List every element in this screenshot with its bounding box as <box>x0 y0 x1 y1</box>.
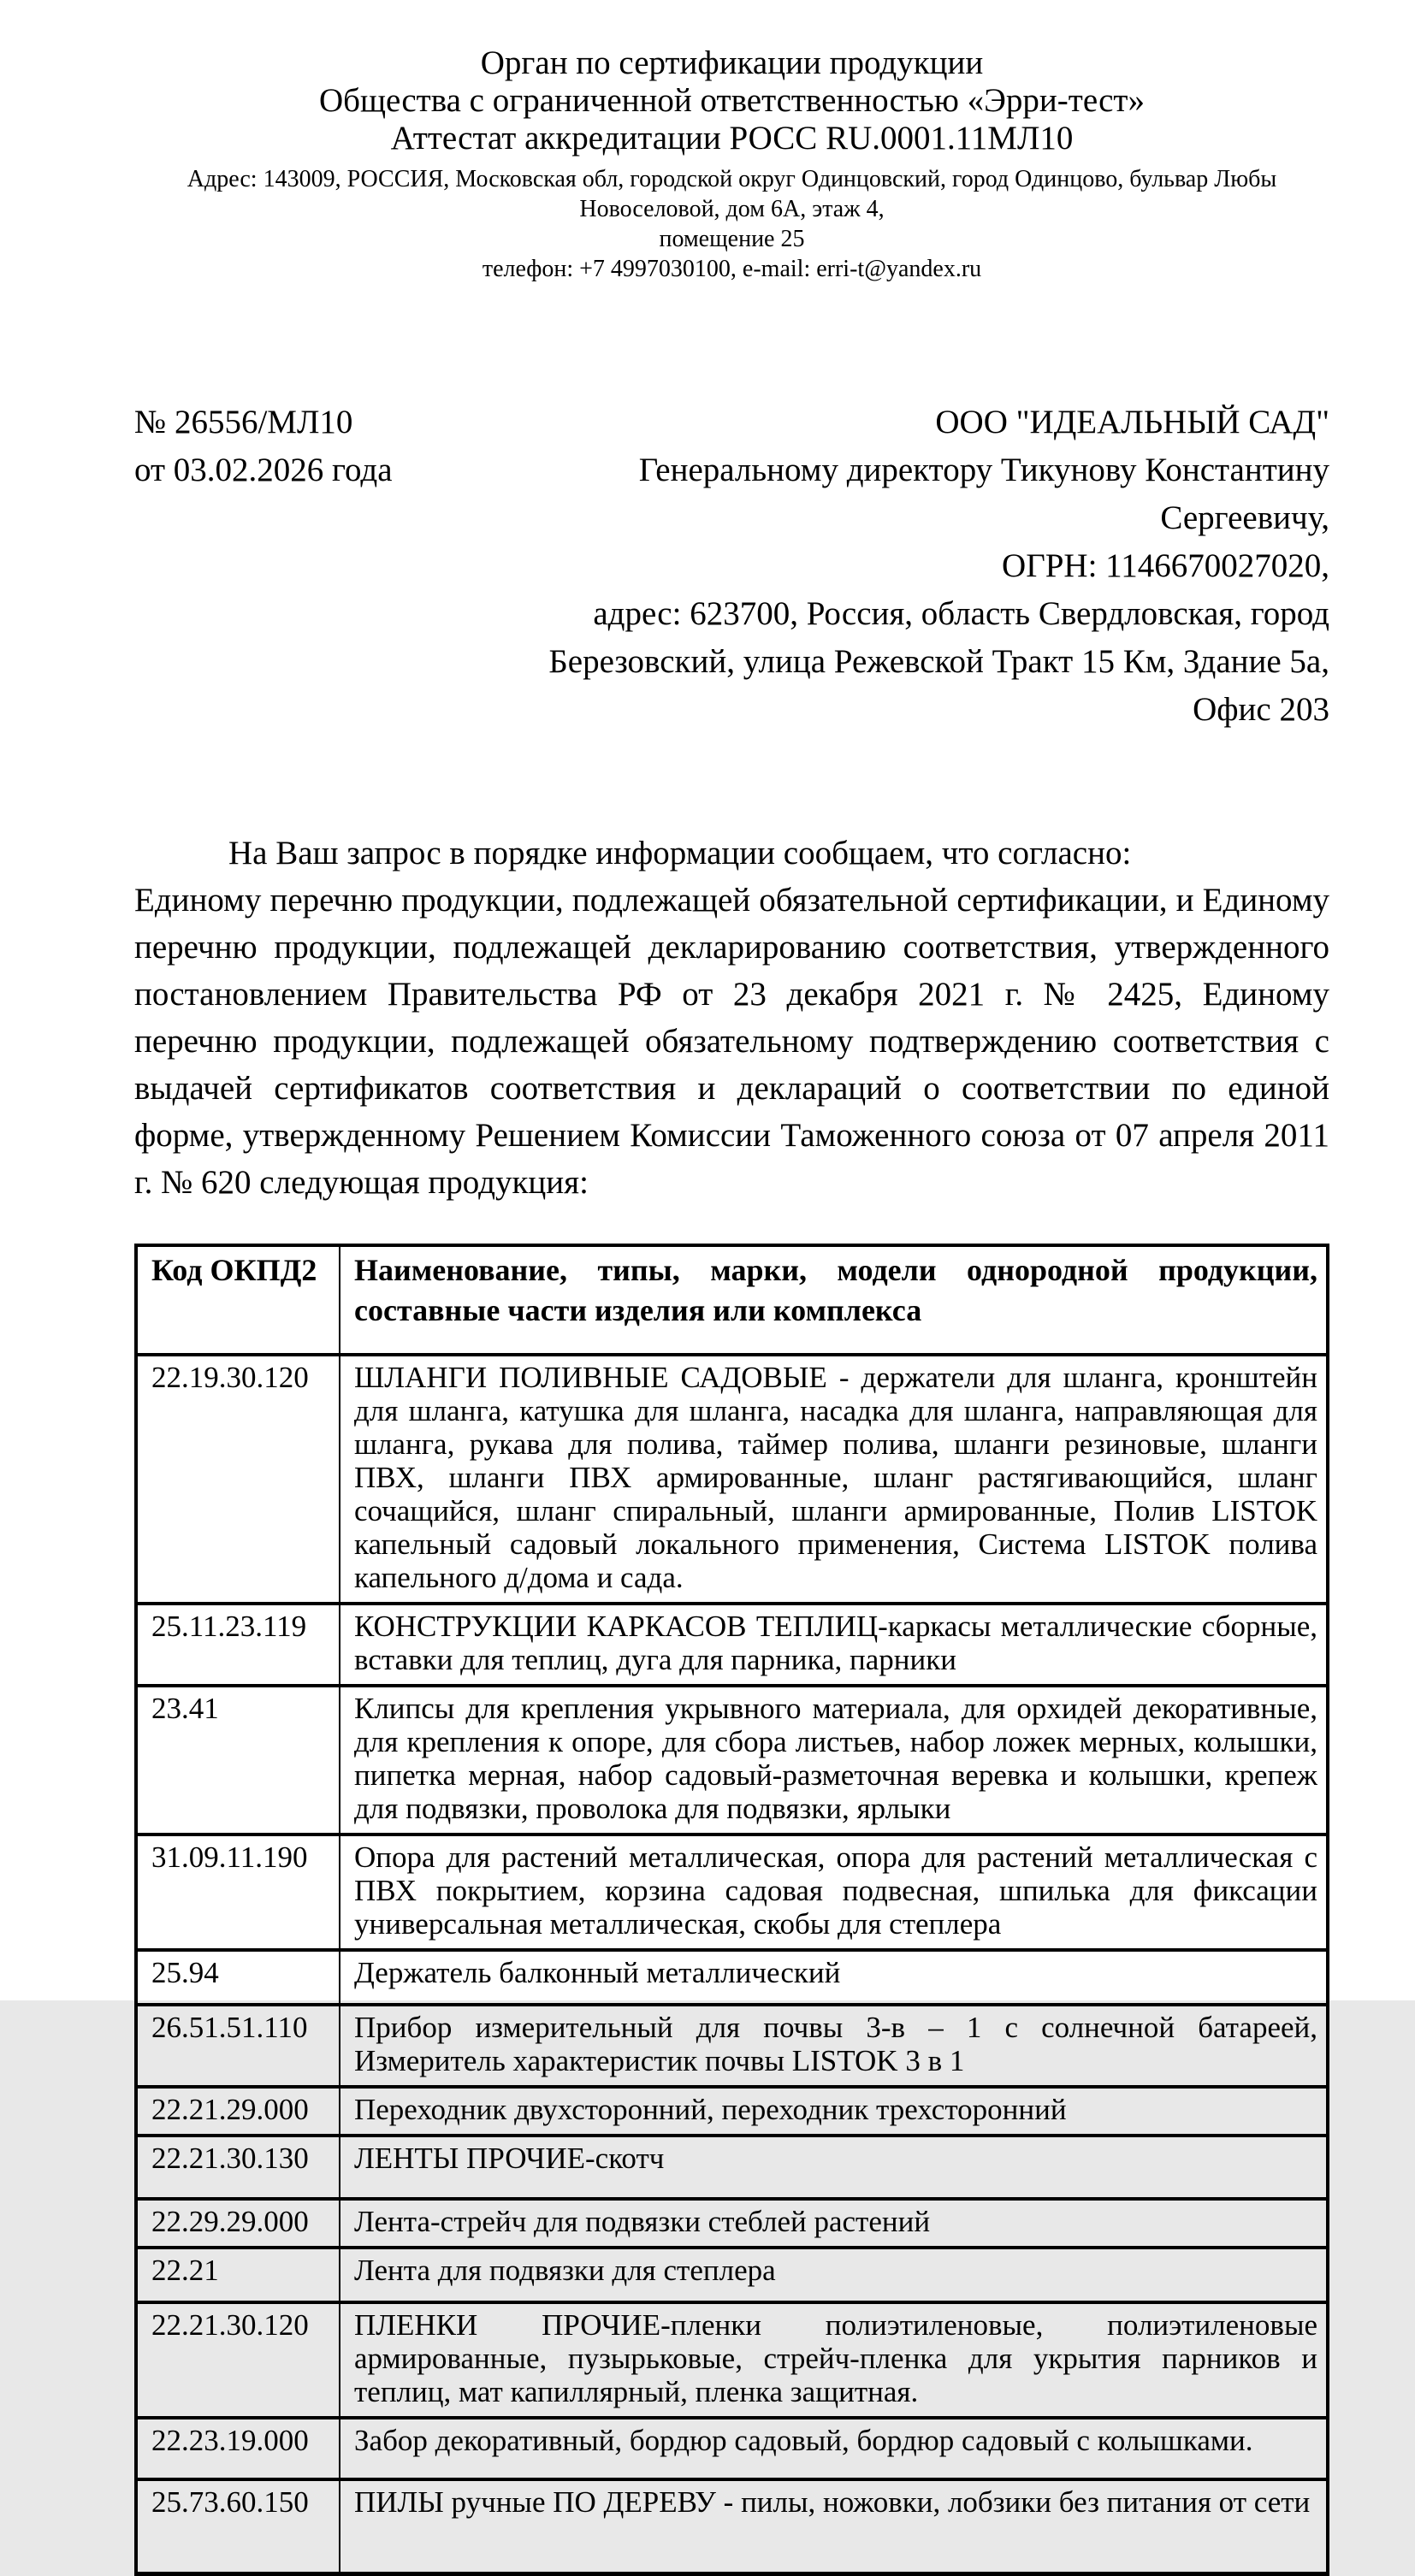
product-description-cell: ШЛАНГИ ПОЛИВНЫЕ САДОВЫЕ - держатели для шланга, кронштейн для шланга, катушка для шланга, насадка для шланга, направляющая для шланга, рукава для полива, таймер полива, шланги резиновые, шланги ПВХ, шланги ПВХ армированные, шланг растягивающийся, шланг сочащийся, шланг спиральный, шланги армированные, Полив LISTOK капельный садовый локального применения, Система LISTOK полива капельного д/дома и сада. <box>340 1355 1328 1604</box>
letter-number: № 26556/МЛ10 <box>134 404 353 440</box>
okpd-code-cell: 22.29.29.000 <box>136 2199 340 2248</box>
org-header <box>134 44 1329 284</box>
recipient-block <box>393 399 1329 734</box>
recipient-company: ООО "ИДЕАЛЬНЫЙ САД" <box>935 404 1329 440</box>
org-address-line: Адрес: 143009, РОССИЯ, Московская обл, городской округ Одинцовский, город Одинцово, бульвар Любы Новоселовой, дом 6А, этаж 4, <box>186 166 1277 222</box>
table-row <box>136 2248 1328 2302</box>
product-description-cell: Лента-стрейч для подвязки стеблей растений <box>340 2199 1328 2248</box>
recipient-address: Березовский, улица Режевской Тракт 15 Км, Здание 5а, <box>548 643 1329 680</box>
table-row <box>136 2005 1328 2087</box>
main-paragraph: Единому перечню продукции, подлежащей обязательной сертификации, и Единому перечню продукции, подлежащей декларированию соответствия, утвержденного постановлением Правительства РФ от 23 декабря 2021 г. № 2425, Единому перечню продукции, подлежащей обязательному подтверждению соответствия с выдачей сертификатов соответствия и деклараций о соответствии по единой форме, утвержденному Решением Комиссии Таможенного союза от 07 апреля 2011 г. № 620 следующая продукция: <box>134 882 1329 1201</box>
okpd-code-cell: 23.41 <box>136 1686 340 1835</box>
org-name-line: Общества с ограниченной ответственностью «Эрри-тест» <box>319 82 1145 119</box>
letter-body <box>134 830 1329 1206</box>
table-row <box>136 2302 1328 2418</box>
recipient-person: Сергеевичу, <box>1160 499 1329 536</box>
org-accreditation-line: Аттестат аккредитации РОСС RU.0001.11МЛ10 <box>390 120 1074 157</box>
product-description-cell: Опора для растений металлическая, опора для растений металлическая с ПВХ покрытием, корзина садовая подвесная, шпилька для фиксации универсальная металлическая, скобы для степлера <box>340 1835 1328 1950</box>
recipient-person: Генеральному директору Тикунову Константину <box>638 452 1329 488</box>
okpd-code-cell: 22.21.30.130 <box>136 2136 340 2199</box>
product-description-cell: Забор декоративный, бордюр садовый, бордюр садовый с колышками. <box>340 2418 1328 2479</box>
recipient-ogrn: ОГРН: 1146670027020, <box>1002 547 1329 584</box>
org-title-line: Орган по сертификации продукции <box>480 44 984 81</box>
table-row <box>136 1686 1328 1835</box>
org-address-line: помещение 25 <box>659 226 805 252</box>
table-row <box>136 2418 1328 2479</box>
header-cell-description: Наименование, типы, марки, модели однородной продукции, составные части изделия или комплекса <box>340 1245 1328 1355</box>
product-description-cell: КОНСТРУКЦИИ КАРКАСОВ ТЕПЛИЦ-каркасы металлические сборные, вставки для теплиц, дуга для парника, парники <box>340 1604 1328 1686</box>
table-row <box>136 1604 1328 1686</box>
table-row <box>136 2136 1328 2199</box>
okpd-code-cell: 25.11.23.119 <box>136 1604 340 1686</box>
product-description-cell: Переходник двухсторонний, переходник трехсторонний <box>340 2087 1328 2136</box>
product-description-cell: Клипсы для крепления укрывного материала, для орхидей декоративные, для крепления к опоре, для сбора листьев, набор ложек мерных, колышки, пипетка мерная, набор садовый-разметочная веревка и колышки, крепеж для подвязки, проволока для подвязки, ярлыки <box>340 1686 1328 1835</box>
product-description-cell: Лента для подвязки для степлера <box>340 2248 1328 2302</box>
product-description-cell: Держатель балконный металлический <box>340 1950 1328 2005</box>
recipient-address: адрес: 623700, Россия, область Свердловская, город <box>593 595 1329 632</box>
table-row <box>136 1835 1328 1950</box>
table-row <box>136 2479 1328 2574</box>
recipient-address: Офис 203 <box>1193 691 1329 728</box>
header-cell-code: Код ОКПД2 <box>136 1245 340 1355</box>
okpd-table-body <box>136 1355 1328 2574</box>
okpd-table <box>134 1244 1329 2576</box>
okpd-code-cell: 22.21.29.000 <box>136 2087 340 2136</box>
intro-line: На Ваш запрос в порядке информации сообщаем, что согласно: <box>228 835 1132 871</box>
product-description-cell: ЛЕНТЫ ПРОЧИЕ-скотч <box>340 2136 1328 2199</box>
reference-recipient-row <box>134 399 1329 734</box>
product-description-cell: ПЛЕНКИ ПРОЧИЕ-пленки полиэтиленовые, полиэтиленовые армированные, пузырьковые, стрейч-пленка для укрытия парников и теплиц, мат капиллярный, пленка защитная. <box>340 2302 1328 2418</box>
product-description-cell: Прибор измерительный для почвы 3-в – 1 с солнечной батареей, Измеритель характеристик почвы LISTOK 3 в 1 <box>340 2005 1328 2087</box>
table-row <box>136 1950 1328 2005</box>
reference-block <box>134 399 393 734</box>
okpd-code-cell: 31.09.11.190 <box>136 1835 340 1950</box>
okpd-table-header <box>136 1245 1328 1355</box>
header-row <box>136 1245 1328 1355</box>
org-contacts-line: телефон: +7 4997030100, e-mail: erri-t@yandex.ru <box>482 256 982 282</box>
table-row <box>136 2087 1328 2136</box>
okpd-code-cell: 25.94 <box>136 1950 340 2005</box>
table-row <box>136 1355 1328 1604</box>
product-description-cell: ПИЛЫ ручные ПО ДЕРЕВУ - пилы, ножовки, лобзики без питания от сети <box>340 2479 1328 2574</box>
okpd-code-cell: 22.21 <box>136 2248 340 2302</box>
okpd-code-cell: 22.21.30.120 <box>136 2302 340 2418</box>
okpd-code-cell: 22.23.19.000 <box>136 2418 340 2479</box>
table-row <box>136 2199 1328 2248</box>
letter-date: от 03.02.2026 года <box>134 452 393 488</box>
okpd-code-cell: 22.19.30.120 <box>136 1355 340 1604</box>
okpd-code-cell: 25.73.60.150 <box>136 2479 340 2574</box>
okpd-code-cell: 26.51.51.110 <box>136 2005 340 2087</box>
